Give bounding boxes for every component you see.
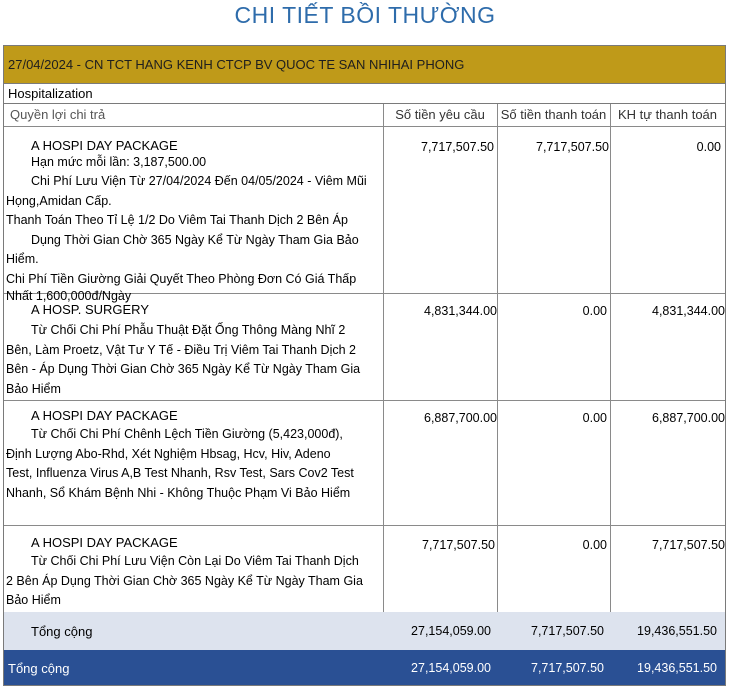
section-header: Hospitalization	[4, 84, 725, 104]
row-claimed-amount: 4,831,344.00	[424, 304, 497, 318]
row-self-paid-amount: 7,717,507.50	[652, 538, 725, 552]
subtotal-self-paid: 19,436,551.50	[637, 624, 717, 638]
column-divider	[610, 104, 611, 650]
subtotal-row	[4, 612, 725, 650]
row-claimed-amount: 7,717,507.50	[422, 538, 495, 552]
row-benefit-title: A HOSPI DAY PACKAGE	[31, 535, 178, 550]
column-header-claimed: Số tiền yêu cầu	[395, 107, 485, 122]
column-header-self-paid: KH tự thanh toán	[617, 107, 718, 122]
row-benefit-description: Hạn mức mỗi lần: 3,187,500.00	[31, 155, 207, 169]
subtotal-claimed: 27,154,059.00	[411, 624, 491, 638]
row-benefit-description: Từ Chối Chi Phí Lưu Viện Còn Lại Do Viêm Tai Thanh Dịch 2 Bên Áp Dụng Thời Gian Chờ 365 Ngày Kể Từ Ngày Tham Gia Bảo Hiểm	[6, 554, 363, 607]
row-benefit-title: A HOSPI DAY PACKAGE	[31, 408, 178, 423]
row-paid-amount: 7,717,507.50	[536, 140, 609, 154]
subtotal-paid: 7,717,507.50	[531, 624, 604, 638]
row-benefit-title: A HOSP. SURGERY	[31, 302, 150, 317]
column-divider	[497, 104, 498, 650]
row-benefit-description: Từ Chối Chi Phí Phẫu Thuật Đặt Ống Thông Màng Nhĩ 2 Bên, Làm Proetz, Vật Tư Y Tế - Điều Trị Viêm Tai Thanh Dịch 2 Bên - Áp Dụng Thời Gian Chờ 365 Ngày Kể Từ Ngày Tham Gia Bảo Hiểm	[6, 323, 361, 396]
row-claimed-amount: 6,887,700.00	[424, 411, 497, 425]
grand-total-self-paid: 19,436,551.50	[637, 661, 717, 675]
row-claimed-amount: 7,717,507.50	[421, 140, 494, 154]
claim-detail-table	[3, 45, 726, 686]
row-paid-amount: 0.00	[582, 411, 607, 425]
row-benefit-description: Từ Chối Chi Phí Chênh Lệch Tiền Giường (5,423,000đ), Định Lượng Abo-Rhd, Xét Nghiệm Hbsag, Hcv, Hiv, Adeno Test, Influenza Virus A,B Test Nhanh, Rsv Test, Sars Cov2 Test Nhanh, Sổ Khám Bệnh Nhi - Không Thuộc Phạm Vi Bảo Hiểm	[6, 427, 354, 500]
column-header-benefit: Quyền lợi chi trả	[10, 107, 106, 122]
grand-total-paid: 7,717,507.50	[531, 661, 604, 675]
row-benefit-description: Chi Phí Lưu Viện Từ 27/04/2024 Đến 04/05/2024 - Viêm Mũi Họng,Amidan Cấp. Thanh Toán Theo Tỉ Lệ 1/2 Do Viêm Tai Thanh Dịch 2 Bên Áp Dụng Thời Gian Chờ 365 Ngày Kể Từ Ngày Tham Gia Bảo Hiểm. Chi Phí Tiền Giường Giải Quyết Theo Phòng Đơn Có Giá Thấp Nhất 1,600,000đ/Ngày	[6, 174, 367, 303]
row-self-paid-amount: 0.00	[696, 140, 721, 154]
page-title: CHI TIẾT BỒI THƯỜNG	[234, 2, 496, 28]
grand-total-row	[4, 650, 725, 685]
subtotal-label: Tổng cộng	[31, 624, 93, 639]
row-divider	[4, 400, 725, 401]
row-self-paid-amount: 4,831,344.00	[652, 304, 725, 318]
row-benefit-title: A HOSPI DAY PACKAGE	[31, 138, 178, 153]
column-header-paid: Số tiền thanh toán	[500, 107, 607, 122]
row-divider	[4, 525, 725, 526]
row-divider	[4, 126, 725, 127]
column-divider	[383, 104, 384, 650]
grand-total-label: Tổng cộng	[8, 661, 70, 676]
branch-header: 27/04/2024 - CN TCT HANG KENH CTCP BV QUOC TE SAN NHIHAI PHONG	[4, 46, 725, 84]
row-paid-amount: 0.00	[582, 304, 607, 318]
grand-total-claimed: 27,154,059.00	[411, 661, 491, 675]
row-self-paid-amount: 6,887,700.00	[652, 411, 725, 425]
row-paid-amount: 0.00	[582, 538, 607, 552]
